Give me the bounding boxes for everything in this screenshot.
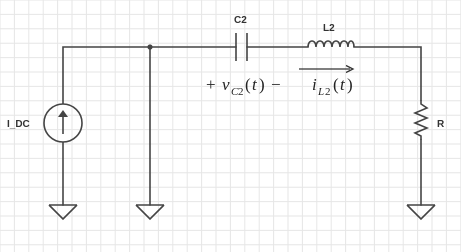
- ground-resistor-triangle: [407, 205, 435, 219]
- resistor-label: R: [437, 119, 445, 130]
- voltage-variable: v: [222, 75, 230, 94]
- ground-source-triangle: [49, 205, 77, 219]
- inductor-current-annotation: [299, 66, 353, 99]
- current-paren-close: ): [347, 75, 353, 94]
- ground-shunt-triangle: [136, 205, 164, 219]
- wires: [63, 44, 421, 205]
- current-paren-open: (: [333, 75, 339, 94]
- capacitor-label: C2: [234, 15, 247, 26]
- resistor-zigzag: [415, 100, 427, 140]
- current-source: [7, 104, 82, 142]
- voltage-subscript-digit: 2: [238, 86, 244, 98]
- current-subscript-digit: 2: [325, 86, 331, 98]
- current-source-arrow-head: [58, 110, 68, 117]
- voltage-plus-sign: +: [206, 75, 216, 94]
- voltage-minus-sign: −: [271, 75, 281, 94]
- ground-shunt: [136, 205, 164, 219]
- voltage-subscript-letter: C: [231, 86, 239, 98]
- wire-inductor-to-resistor: [354, 47, 421, 100]
- ground-resistor: [407, 205, 435, 219]
- current-subscript-letter: L: [318, 86, 325, 98]
- current-variable: i: [312, 75, 317, 94]
- voltage-paren-open: (: [245, 75, 251, 94]
- current-argument: t: [340, 75, 345, 94]
- inductor-label: L2: [323, 23, 335, 34]
- current-source-label: I_DC: [7, 119, 30, 130]
- resistor: [415, 100, 445, 140]
- voltage-paren-close: ): [259, 75, 265, 94]
- junction-node: [147, 44, 152, 49]
- voltage-argument: t: [252, 75, 257, 94]
- ground-source: [49, 205, 77, 219]
